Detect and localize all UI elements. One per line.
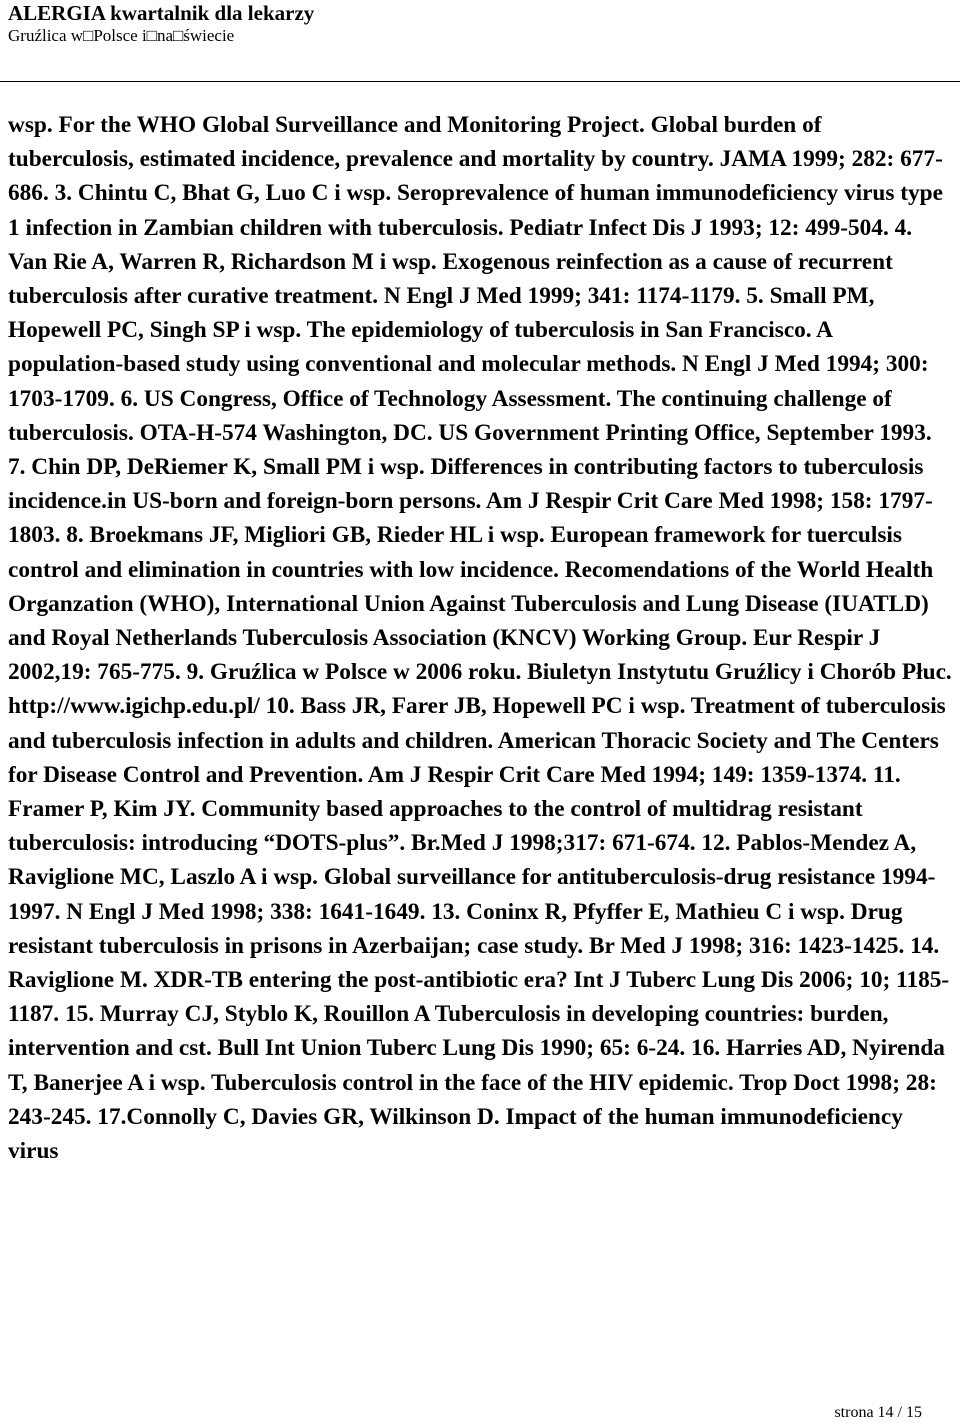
page-header — [8, 0, 948, 47]
references-text: wsp. For the WHO Global Surveillance and Monitoring Project. Global burden of tuberculosis, estimated incidence, prevalence and mortality by country. JAMA 1999; 282: 677-686. 3. Chintu C, Bhat G, Luo C i wsp. Seroprevalence of human immunodeficiency virus type 1 infection in Zambian children with tuberculosis. Pediatr Infect Dis J 1993; 12: 499-504. 4. Van Rie A, Warren R, Richardson M i wsp. Exogenous reinfection as a cause of recurrent tuberculosis after curative treatment. N Engl J Med 1999; 341: 1174-1179. 5. Small PM, Hopewell PC, Singh SP i wsp. The epidemiology of tuberculosis in San Francisco. A population-based study using conventional and molecular methods. N Engl J Med 1994; 300: 1703-1709. 6. US Congress, Office of Technology Assessment. The continuing challenge of tuberculosis. OTA-H-574 Washington, DC. US Government Printing Office, September 1993. 7. Chin DP, DeRiemer K, Small PM i wsp. Differences in contributing factors to tuberculosis incidence.in US-born and foreign-born persons. Am J Respir Crit Care Med 1998; 158: 1797-1803. 8. Broekmans JF, Migliori GB, Rieder HL i wsp. European framework for tuerculsis control and elimination in countries with low incidence. Recomendations of the World Health Organzation (WHO), International Union Against Tuberculosis and Lung Disease (IUATLD) and Royal Netherlands Tuberculosis Association (KNCV) Working Group. Eur Respir J 2002,19: 765-775. 9. Gruźlica w Polsce w 2006 roku. Biuletyn Instytutu Gruźlicy i Chorób Płuc. http://www.igichp.edu.pl/ 10. Bass JR, Farer JB, Hopewell PC i wsp. Treatment of tuberculosis and tuberculosis infection in adults and children. American Thoracic Society and The Centers for Disease Control and Prevention. Am J Respir Crit Care Med 1994; 149: 1359-1374. 11. Framer P, Kim JY. Community based approaches to the control of multidrag resistant tuberculosis: introducing “DOTS-plus”. Br.Med J 1998;317: 671-674. 12. Pablos-Mendez A, Raviglione MC, Laszlo A i wsp. Global surveillance for antituberculosis-drug resistance 1994-1997. N Engl J Med 1998; 338: 1641-1649. 13. Coninx R, Pfyffer E, Mathieu C i wsp. Drug resistant tuberculosis in prisons in Azerbaijan; case study. Br Med J 1998; 316: 1423-1425. 14. Raviglione M. XDR-TB entering the post-antibiotic era? Int J Tuberc Lung Dis 2006; 10; 1185-1187. 15. Murray CJ, Styblo K, Rouillon A Tuberculosis in developing countries: burden, intervention and cst. Bull Int Union Tuberc Lung Dis 1990; 65: 6-24. 16. Harries AD, Nyirenda T, Banerjee A i wsp. Tuberculosis control in the face of the HIV epidemic. Trop Doct 1998; 28: 243-245. 17.Connolly C, Davies GR, Wilkinson D. Impact of the human immunodeficiency virus — [8, 112, 952, 1165]
section-title: Gruźlica w□Polsce i□na□świecie — [8, 26, 235, 45]
header-divider — [0, 81, 960, 82]
journal-title: ALERGIA kwartalnik dla lekarzy — [8, 1, 315, 25]
page-number: strona 14 / 15 — [834, 1404, 922, 1421]
